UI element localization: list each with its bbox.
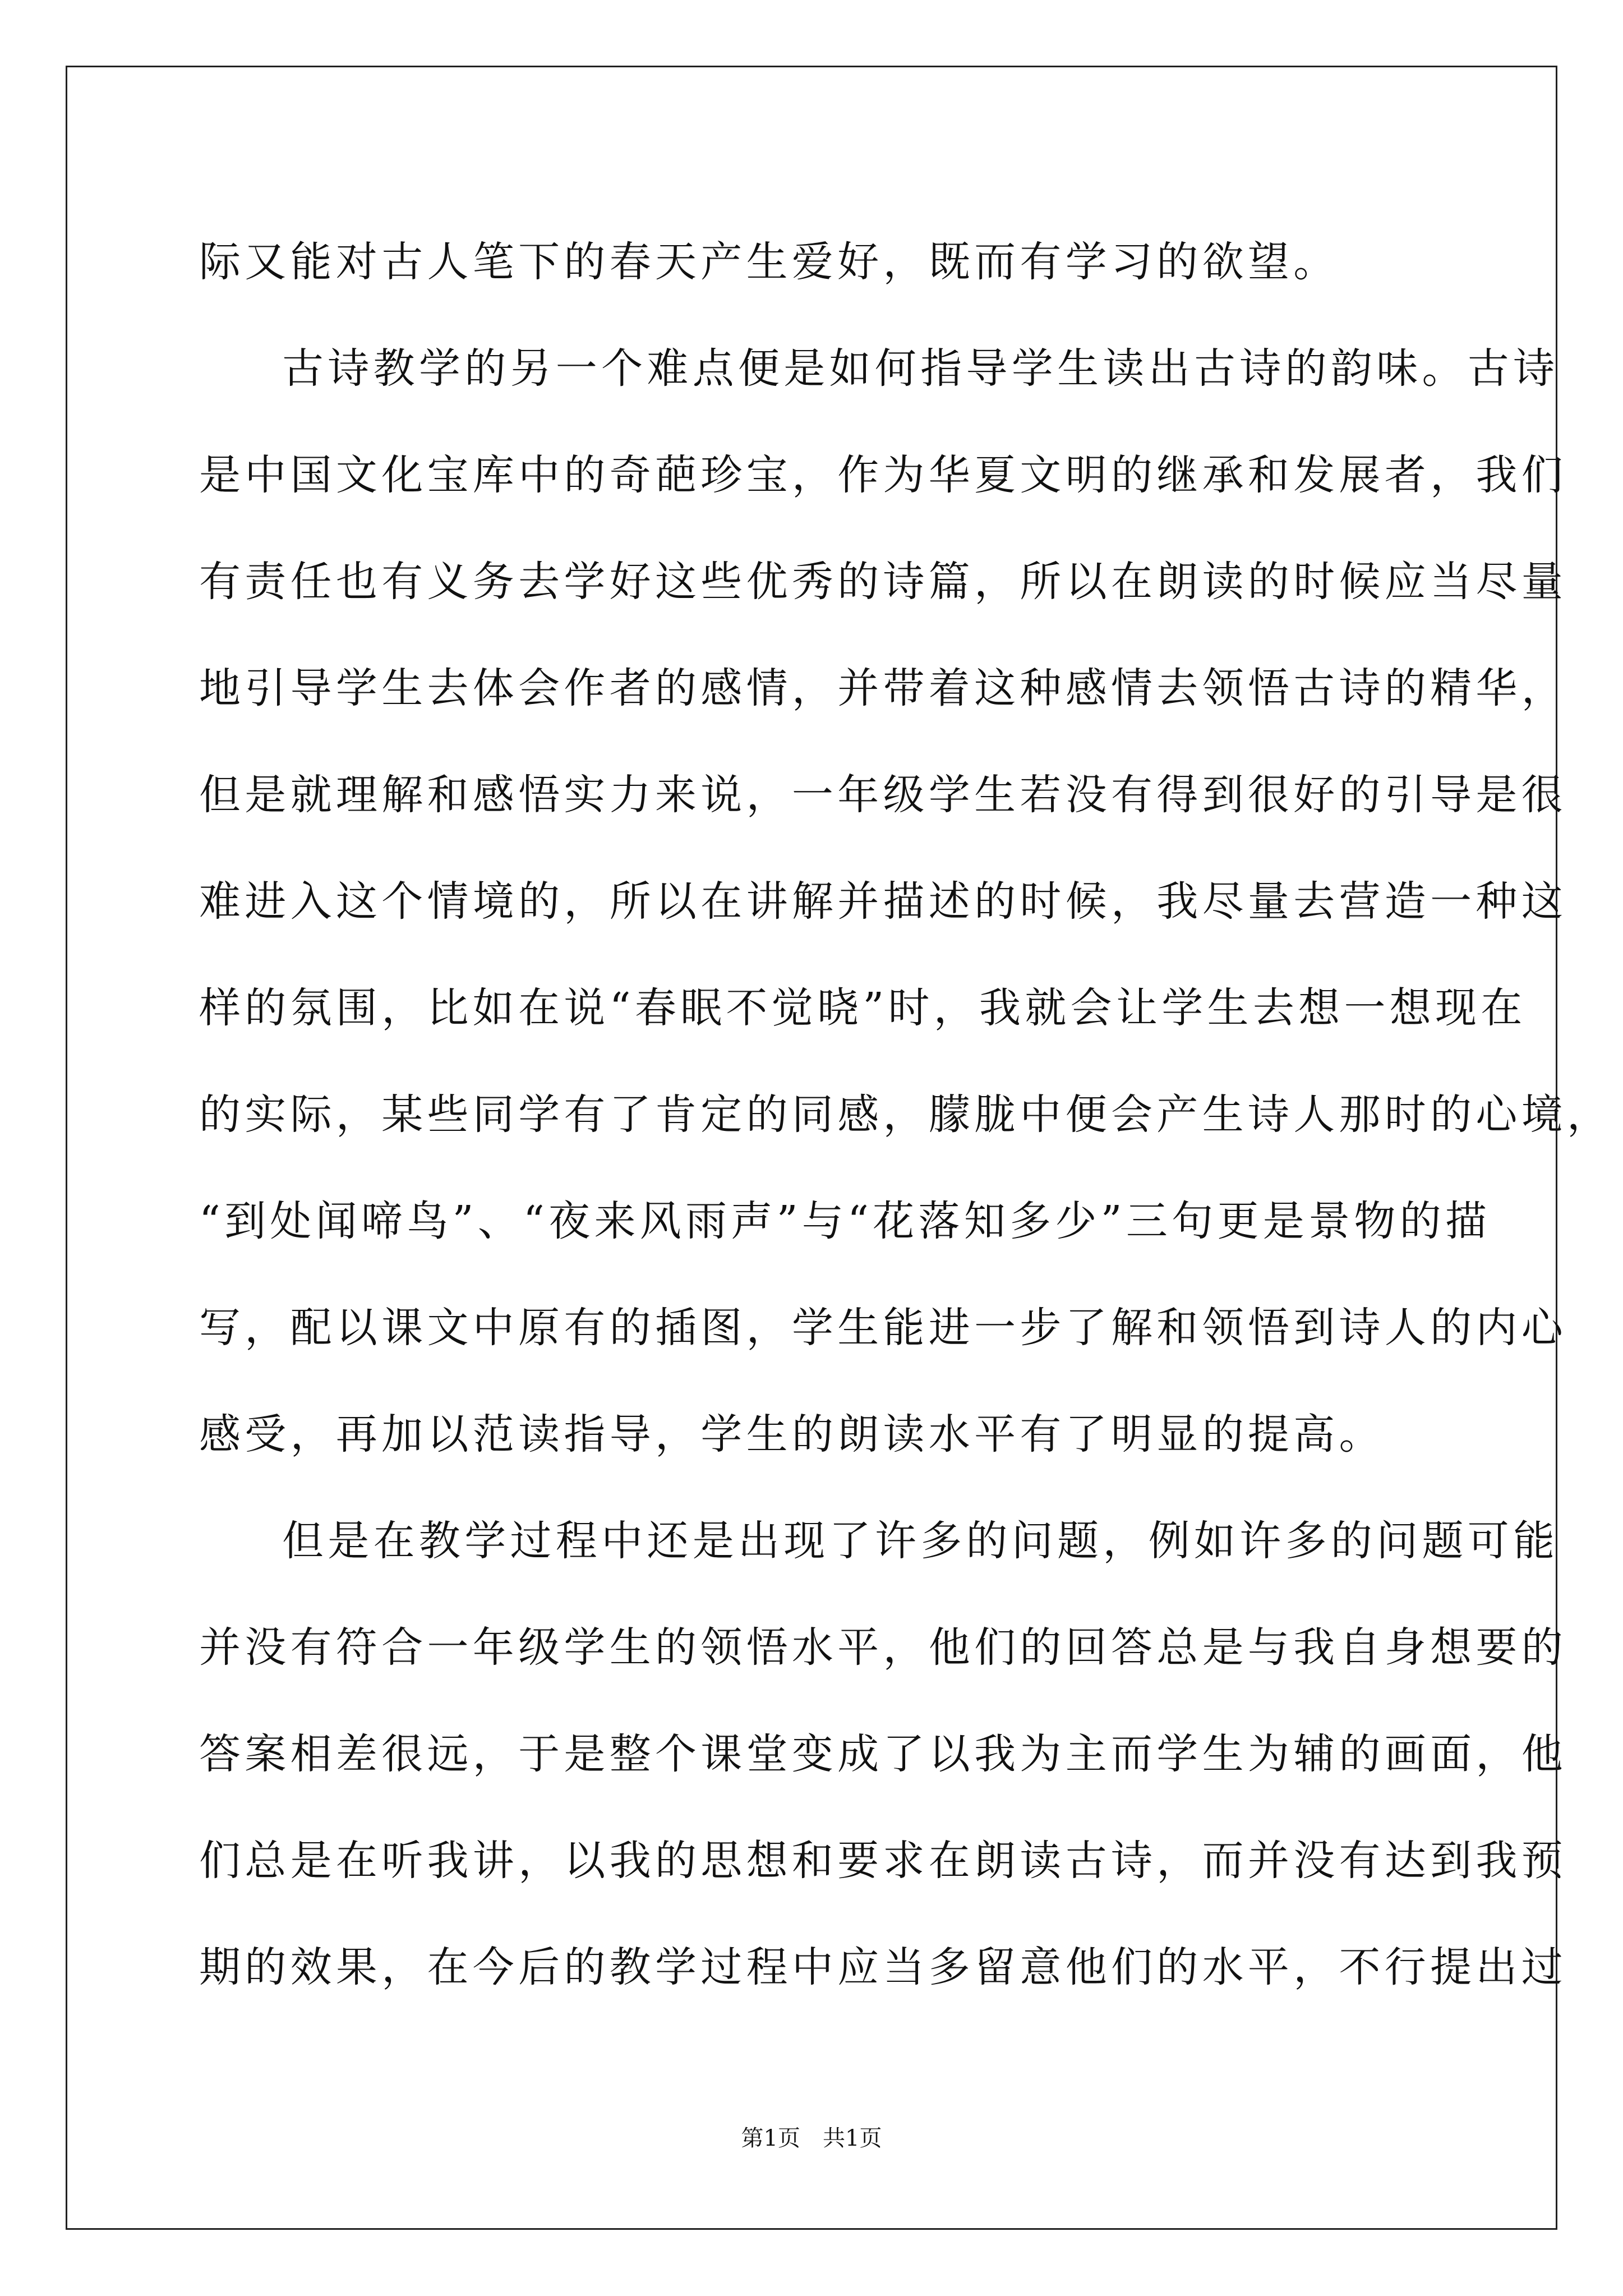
text-line-11: 写，配以课文中原有的插图，学生能进一步了解和领悟到诗人的内心 xyxy=(199,1304,1567,1352)
text-line-2: 古诗教学的另一个难点便是如何指导学生读出古诗的韵味。古诗 xyxy=(282,344,1559,393)
text-line-14: 并没有符合一年级学生的领悟水平，他们的回答总是与我自身想要的 xyxy=(199,1623,1567,1672)
text-line-15: 答案相差很远，于是整个课堂变成了以我为主而学生为辅的画面，他 xyxy=(199,1730,1567,1778)
text-line-3: 是中国文化宝库中的奇葩珍宝，作为华夏文明的继承和发展者，我们 xyxy=(199,451,1567,499)
page-footer xyxy=(0,2120,1623,2152)
text-line-4: 有责任也有义务去学好这些优秀的诗篇，所以在朗读的时候应当尽量 xyxy=(199,558,1567,606)
text-line-16: 们总是在听我讲，以我的思想和要求在朗读古诗，而并没有达到我预 xyxy=(199,1837,1567,1885)
text-line-9: 的实际，某些同学有了肯定的同感，朦胧中便会产生诗人那时的心境， xyxy=(199,1091,1613,1139)
text-line-8: 样的氛围，比如在说“春眠不觉晓”时，我就会让学生去想一想现在 xyxy=(199,984,1527,1032)
text-line-13: 但是在教学过程中还是出现了许多的问题，例如许多的问题可能 xyxy=(282,1517,1559,1565)
text-line-12: 感受，再加以范读指导，学生的朗读水平有了明显的提高。 xyxy=(199,1410,1385,1458)
text-line-17: 期的效果，在今后的教学过程中应当多留意他们的水平，不行提出过 xyxy=(199,1943,1567,1991)
document-body xyxy=(199,209,1613,2021)
page-number-total: 共1页 xyxy=(823,2125,882,2151)
text-line-6: 但是就理解和感悟实力来说，一年级学生若没有得到很好的引导是很 xyxy=(199,771,1567,819)
text-line-5: 地引导学生去体会作者的感情，并带着这种感情去领悟古诗的精华， xyxy=(199,664,1567,712)
text-line-7: 难进入这个情境的，所以在讲解并描述的时候，我尽量去营造一种这 xyxy=(199,877,1567,926)
page-number-current: 第1页 xyxy=(741,2125,800,2151)
text-line-10: “到处闻啼鸟”、“夜来风雨声”与“花落知多少”三句更是景物的描 xyxy=(199,1197,1491,1245)
text-line-1: 际又能对古人笔下的春天产生爱好，既而有学习的欲望。 xyxy=(199,238,1339,286)
